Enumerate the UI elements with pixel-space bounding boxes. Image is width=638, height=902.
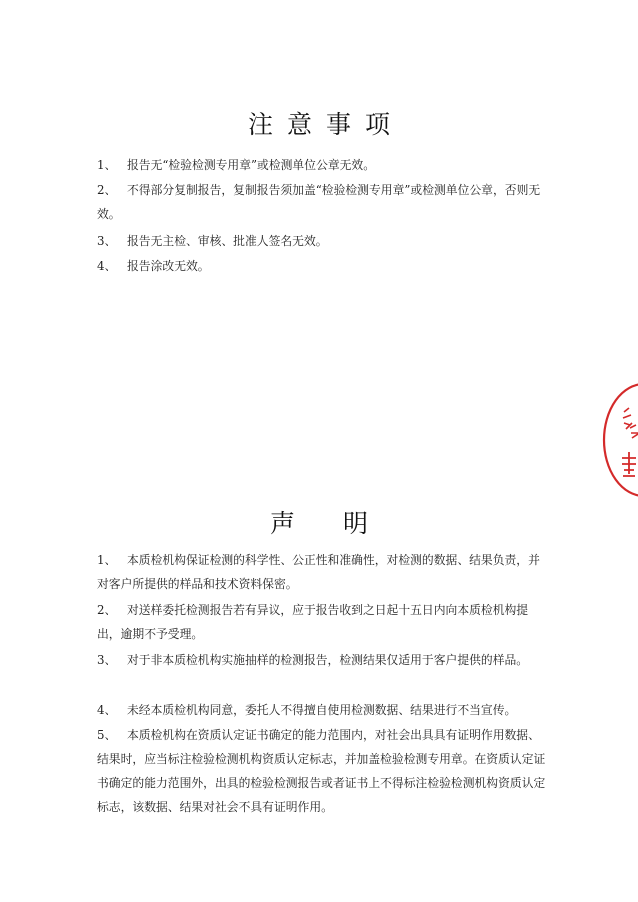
statement-item-number: 1、	[97, 553, 117, 567]
notice-item-text: 报告无主检、审核、批准人签名无效。	[127, 234, 328, 248]
statement-item	[97, 698, 551, 722]
notice-item	[97, 254, 551, 278]
statement-title: 声明	[269, 508, 416, 538]
notice-item-number: 1、	[97, 158, 117, 172]
statement-item-text: 本质检机构在资质认定证书确定的能力范围内，对社会出具具有证明作用数据、结果时，应当标注检验检测机构资质认定标志，并加盖检验检测专用章。在资质认定证书确定的能力范围外，出具的检验检测报告或者证书上不得标注检验检测机构资质认定标志，该数据、结果对社会不具有证明作用。	[97, 728, 546, 814]
statement-item-number: 2、	[97, 603, 117, 617]
seal-stroke-b	[630, 425, 638, 438]
statement-item-number: 5、	[97, 728, 117, 742]
statement-item	[97, 598, 551, 646]
statement-item-number: 4、	[97, 703, 117, 717]
statement-item	[97, 648, 551, 672]
seal-ring	[604, 384, 638, 496]
notice-item	[97, 229, 551, 253]
statement-item-text: 未经本质检机构同意，委托人不得擅自使用检测数据、结果进行不当宣传。	[127, 703, 517, 717]
statement-item-text: 本质检机构保证检测的科学性、公正性和准确性，对检测的数据、结果负责，并对客户所提供的样品和技术资料保密。	[97, 553, 540, 591]
notice-item	[97, 178, 551, 226]
statement-item-text: 对于非本质检机构实施抽样的检测报告，检测结果仅适用于客户提供的样品。	[127, 653, 529, 667]
statement-item-number: 3、	[97, 653, 117, 667]
statement-item	[97, 723, 551, 819]
statement-item	[97, 548, 551, 596]
notice-item-text: 不得部分复制报告，复制报告须加盖“检验检测专用章”或检测单位公章，否则无效。	[97, 183, 541, 221]
seal-graphic	[600, 380, 638, 500]
seal-stroke-c	[622, 452, 636, 476]
notice-item-text: 报告无“检验检测专用章”或检测单位公章无效。	[127, 158, 376, 172]
notice-item-number: 4、	[97, 259, 117, 273]
notice-item-number: 2、	[97, 183, 117, 197]
notice-title: 注意事项	[247, 109, 404, 139]
notice-item-text: 报告涂改无效。	[127, 259, 210, 273]
notice-item-number: 3、	[97, 234, 117, 248]
statement-item-text: 对送样委托检测报告若有异议，应于报告收到之日起十五日内向本质检机构提出，逾期不予受理。	[97, 603, 529, 641]
seal-stroke-a	[623, 408, 632, 429]
red-seal-icon	[600, 380, 638, 500]
notice-item	[97, 153, 551, 177]
